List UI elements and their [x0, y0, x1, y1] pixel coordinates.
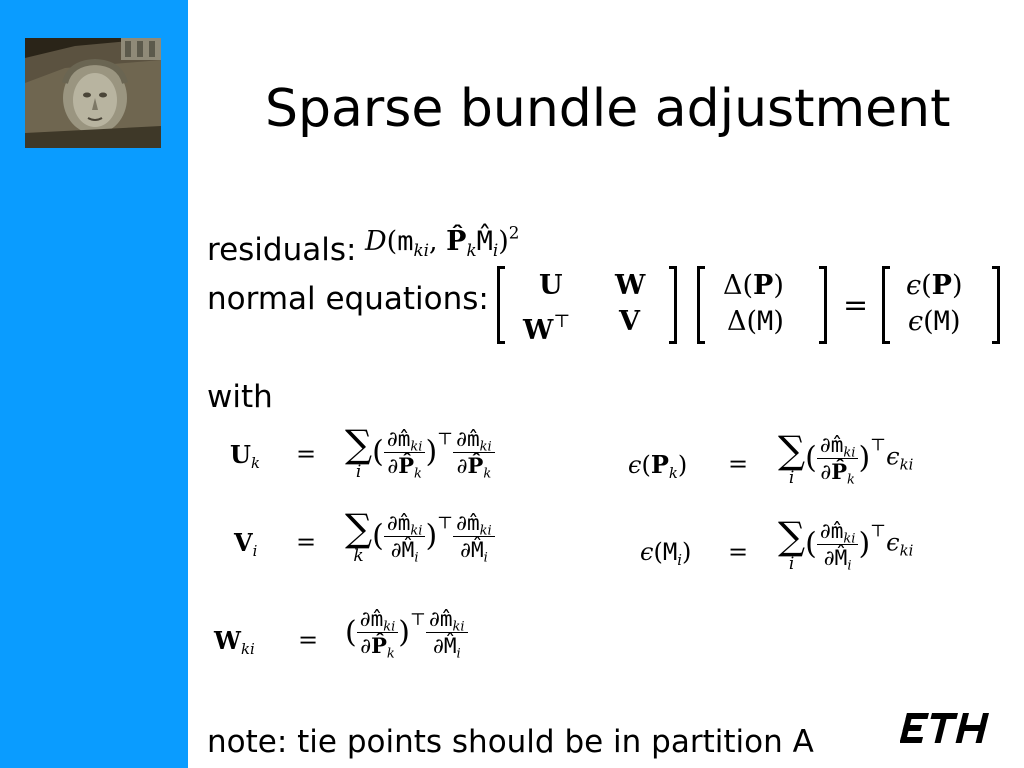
eq-eps-m: $\epsilon(M_i)$: [640, 538, 692, 570]
eth-logo-icon: [900, 709, 990, 747]
eq-eps-p: $\epsilon(P_k)$: [628, 450, 688, 483]
block-vector-delta: Δ(P) Δ(M): [697, 266, 827, 344]
residuals-label: residuals:: [207, 232, 357, 268]
eq-v-i: $V_i$: [234, 528, 258, 561]
normal-equations-label: normal equations:: [207, 281, 489, 317]
eq-eps-m-rhs: ∑ i ( $\frac{\partial m̂_{ki}}{\partial M̂_i}$ )$^⊤\epsilon_{ki}$: [778, 514, 914, 574]
eq-v-i-rhs: ∑ k ( $\frac{\partial m̂_{ki}}{\partial M̂_i}$ )⊤ $\frac{\partial m̂_{ki}}{\partial M̂_i}$: [345, 508, 495, 564]
eq-w-ki: $W_{ki}$: [214, 626, 255, 659]
equals-sign: =: [843, 288, 869, 323]
eq-u-k: $U_k$: [230, 440, 260, 473]
note-text: note: tie points should be in partition A: [207, 724, 814, 760]
medusa-relief-thumbnail: [25, 38, 161, 148]
eq-u-k-rhs: ∑ i ( $\frac{\partial m̂_{ki}}{\partial P̂_k}$ )⊤ $\frac{\partial m̂_{ki}}{\partial P̂_k}$: [345, 424, 495, 480]
page-title: Sparse bundle adjustment: [265, 79, 951, 139]
block-vector-epsilon: ϵ(P) ϵ(M): [882, 266, 1000, 344]
eq-w-ki-rhs: ( $\frac{\partial m̂_{ki}}{\partial P̂_k}$ )⊤ $\frac{\partial m̂_{ki}}{\partial M̂_i}$: [345, 606, 468, 659]
with-label: with: [207, 379, 273, 415]
residual-formula: $D(m_{ki}$, $P̂_kM̂_i)^2$: [365, 222, 520, 260]
eq-eps-p-rhs: ∑ i ( $\frac{\partial m̂_{ki}}{\partial P̂_k}$ )$^⊤\epsilon_{ki}$: [778, 428, 914, 488]
block-matrix-uwv: U W W⊤ V: [497, 266, 677, 344]
